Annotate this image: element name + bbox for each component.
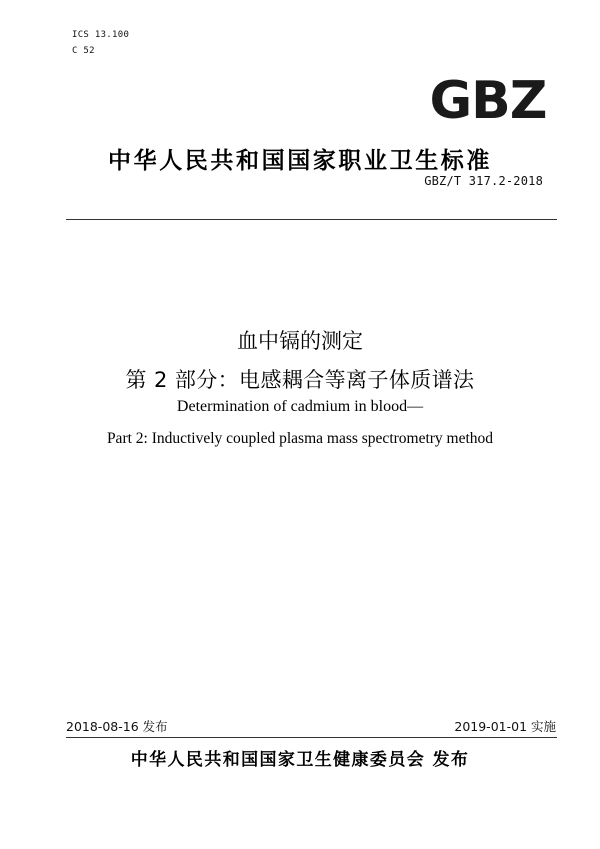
issuing-authority: 中华人民共和国国家卫生健康委员会 发布 (130, 750, 470, 770)
footer-divider (66, 737, 557, 738)
gbz-logo (426, 68, 550, 128)
gbz-logo-text: GBZ (429, 71, 547, 128)
standard-category-title: 中华人民共和国国家职业卫生标准 (108, 148, 492, 174)
chinese-title-part: 第 2 部分：电感耦合等离子体质谱法 (125, 368, 475, 392)
english-title-main: Determination of cadmium in blood— (176, 398, 424, 415)
english-title-part: Part 2: Inductively coupled plasma mass spectrometry method (106, 430, 494, 447)
ics-code: ICS 13.100 (72, 30, 130, 40)
chinese-title-main: 血中镉的测定 (237, 329, 363, 353)
ccs-code: C 52 (72, 46, 95, 56)
issue-date: 2018-08-16 发布 (66, 719, 168, 734)
standard-number: GBZ/T 317.2-2018 (424, 174, 543, 188)
implementation-date: 2019-01-01 实施 (454, 719, 556, 734)
header-divider (66, 219, 557, 220)
